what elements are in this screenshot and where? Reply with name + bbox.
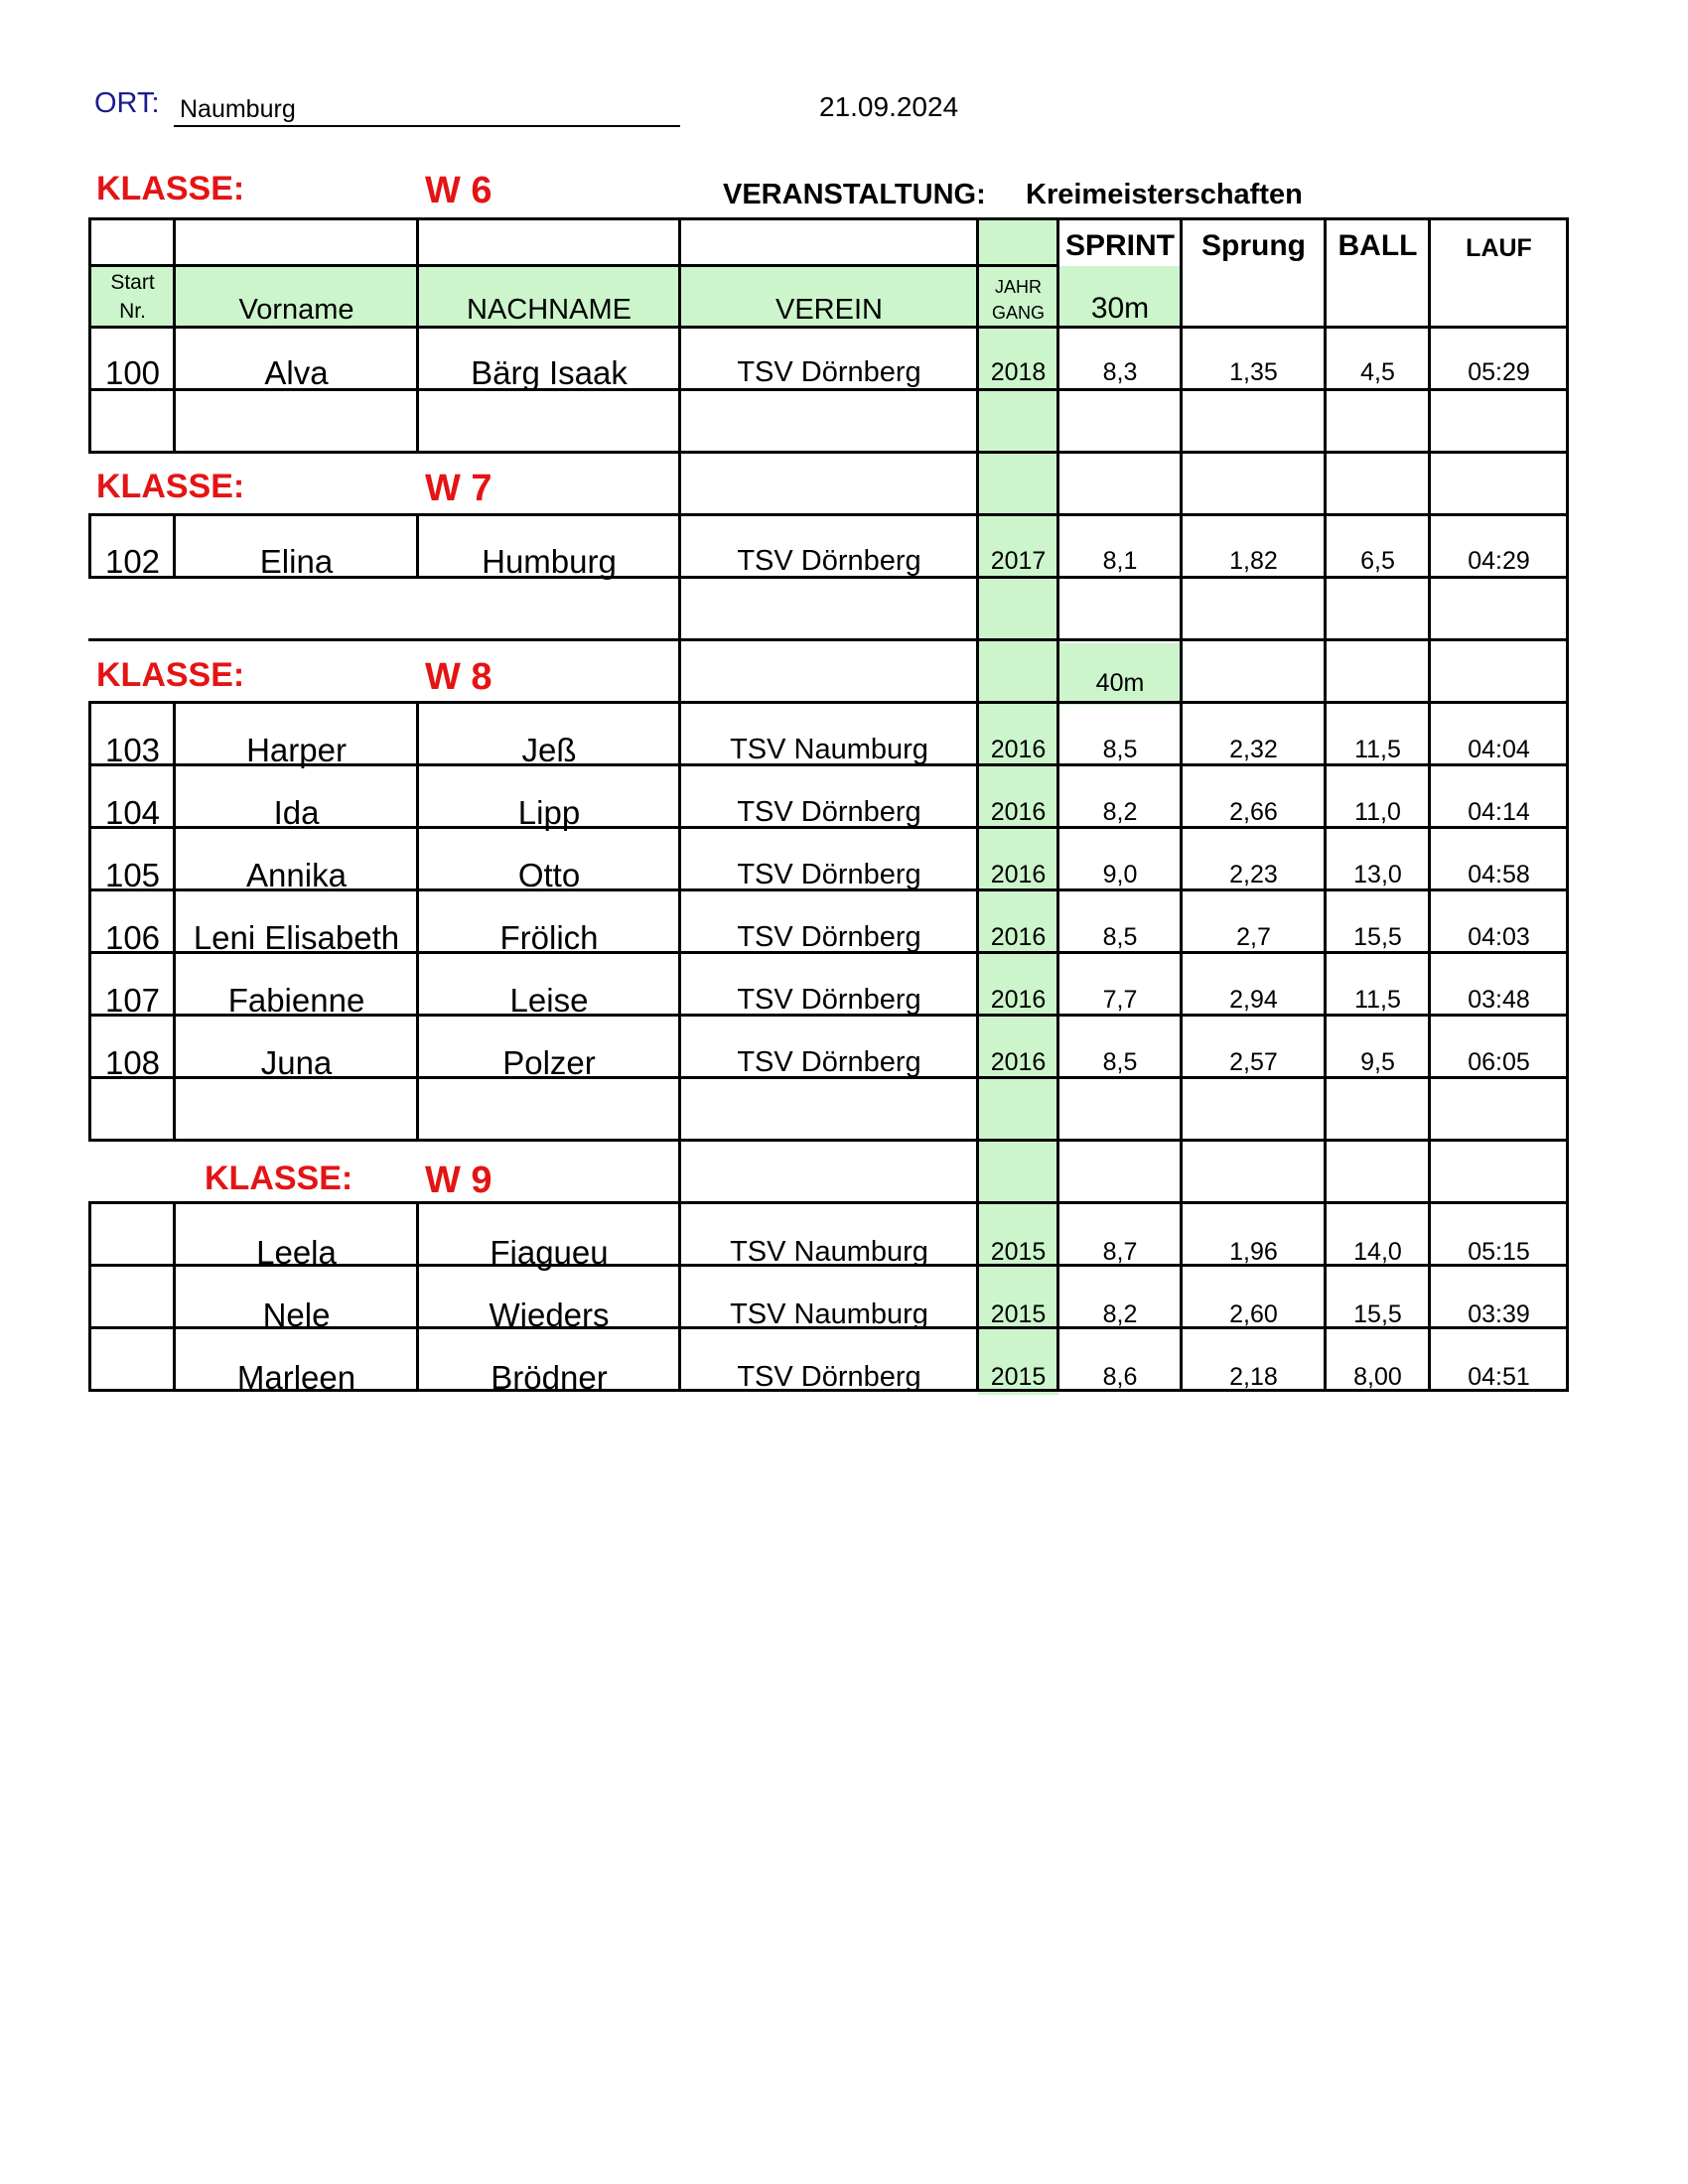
cell-sprint: 8,5 bbox=[1102, 736, 1138, 763]
cell-verein: TSV Dörnberg bbox=[737, 921, 921, 953]
cell-sprint: 8,5 bbox=[1102, 1048, 1138, 1076]
cell-sprint: 8,6 bbox=[1102, 1363, 1138, 1391]
col-verein-label: VEREIN bbox=[775, 293, 883, 326]
col-vorname-label: Vorname bbox=[238, 293, 354, 326]
cell-vorname: Ida bbox=[273, 793, 320, 831]
grid-vline bbox=[88, 1201, 91, 1392]
klasse-value-w7: W 7 bbox=[425, 468, 492, 509]
klasse-label-w9: KLASSE: bbox=[205, 1160, 353, 1197]
cell-sprung: 1,96 bbox=[1229, 1238, 1278, 1266]
cell-nachname: Brödner bbox=[491, 1358, 608, 1396]
cell-vorname: Juna bbox=[260, 1043, 333, 1081]
cell-ball: 9,5 bbox=[1360, 1048, 1395, 1076]
klasse-label-w7: KLASSE: bbox=[96, 468, 245, 505]
cell-nr: 103 bbox=[104, 731, 161, 768]
grid-hline bbox=[88, 701, 1569, 704]
cell-vorname: Alva bbox=[264, 353, 329, 391]
cell-ball: 15,5 bbox=[1353, 1300, 1402, 1328]
grid-vline bbox=[88, 217, 91, 454]
cell-ball: 14,0 bbox=[1353, 1238, 1402, 1266]
cell-vorname: Harper bbox=[246, 731, 347, 768]
veranstaltung-label: VERANSTALTUNG: bbox=[723, 179, 986, 210]
cell-sprung: 1,35 bbox=[1229, 358, 1278, 386]
cell-vorname: Nele bbox=[262, 1296, 331, 1333]
cell-sprung: 2,32 bbox=[1229, 736, 1278, 763]
cell-sprint: 8,2 bbox=[1102, 798, 1138, 826]
cell-nachname: Lipp bbox=[517, 793, 581, 831]
cell-nr: 107 bbox=[104, 981, 161, 1019]
cell-jahrgang: 2018 bbox=[990, 358, 1047, 386]
cell-verein: TSV Naumburg bbox=[730, 1298, 928, 1330]
cell-jahrgang: 2015 bbox=[990, 1363, 1047, 1391]
ort-value: Naumburg bbox=[180, 95, 296, 123]
cell-nr: 105 bbox=[104, 856, 161, 893]
cell-jahrgang: 2016 bbox=[990, 923, 1047, 951]
cell-vorname: Fabienne bbox=[227, 981, 365, 1019]
ort-underline bbox=[174, 125, 680, 127]
klasse-value-w6: W 6 bbox=[425, 170, 492, 211]
cell-lauf: 03:48 bbox=[1468, 986, 1530, 1014]
cell-sprung: 1,82 bbox=[1229, 547, 1278, 575]
cell-sprung: 2,94 bbox=[1229, 986, 1278, 1014]
cell-jahrgang: 2016 bbox=[990, 986, 1047, 1014]
cell-nachname: Jeß bbox=[521, 731, 577, 768]
cell-lauf: 04:29 bbox=[1468, 547, 1530, 575]
cell-lauf: 03:39 bbox=[1468, 1300, 1530, 1328]
col-sprint-label: SPRINT bbox=[1064, 229, 1175, 262]
cell-vorname: Annika bbox=[246, 856, 347, 893]
cell-lauf: 04:04 bbox=[1468, 736, 1530, 763]
cell-sprint: 8,7 bbox=[1102, 1238, 1138, 1266]
grid-hline bbox=[88, 638, 1569, 641]
cell-jahrgang: 2015 bbox=[990, 1238, 1047, 1266]
cell-jahrgang: 2016 bbox=[990, 1048, 1047, 1076]
cell-jahrgang: 2016 bbox=[990, 798, 1047, 826]
cell-lauf: 05:15 bbox=[1468, 1238, 1530, 1266]
klasse-label-w8: KLASSE: bbox=[96, 656, 245, 694]
cell-lauf: 04:14 bbox=[1468, 798, 1530, 826]
cell-vorname: Leela bbox=[256, 1233, 337, 1271]
cell-verein: TSV Dörnberg bbox=[737, 859, 921, 890]
cell-verein: TSV Dörnberg bbox=[737, 1361, 921, 1393]
grid-hline bbox=[88, 1201, 1569, 1204]
cell-nr: 104 bbox=[104, 793, 161, 831]
sprint-distance-w8: 40m bbox=[1095, 668, 1145, 697]
col-start-label: Start bbox=[110, 271, 155, 294]
cell-nachname: Humburg bbox=[482, 542, 617, 580]
cell-ball: 8,00 bbox=[1353, 1363, 1402, 1391]
klasse-label-w6: KLASSE: bbox=[96, 170, 245, 207]
cell-sprung: 2,18 bbox=[1229, 1363, 1278, 1391]
cell-ball: 11,5 bbox=[1354, 986, 1401, 1014]
cell-lauf: 05:29 bbox=[1468, 358, 1530, 386]
cell-verein: TSV Dörnberg bbox=[737, 984, 921, 1016]
cell-jahrgang: 2016 bbox=[990, 861, 1047, 888]
grid-hline bbox=[88, 451, 1569, 454]
cell-vorname: Marleen bbox=[236, 1358, 356, 1396]
klasse-value-w8: W 8 bbox=[425, 656, 492, 698]
cell-verein: TSV Dörnberg bbox=[737, 1046, 921, 1078]
ort-label: ORT: bbox=[94, 87, 160, 119]
cell-jahrgang: 2016 bbox=[990, 736, 1047, 763]
cell-nr: 100 bbox=[104, 353, 161, 391]
cell-nr: 106 bbox=[104, 918, 161, 956]
grid-hline bbox=[88, 217, 1569, 220]
cell-sprung: 2,66 bbox=[1229, 798, 1278, 826]
cell-vorname: Leni Elisabeth bbox=[193, 918, 400, 956]
cell-sprint: 8,5 bbox=[1102, 923, 1138, 951]
cell-nr: 102 bbox=[104, 542, 161, 580]
col-sprint-distance: 30m bbox=[1090, 292, 1150, 325]
grid-hline bbox=[88, 1139, 1569, 1142]
col-jahr-label: JAHR bbox=[994, 276, 1042, 297]
cell-verein: TSV Dörnberg bbox=[737, 356, 921, 388]
cell-verein: TSV Naumburg bbox=[730, 1236, 928, 1268]
cell-nr: 108 bbox=[104, 1043, 161, 1081]
col-sprung-label: Sprung bbox=[1201, 229, 1306, 262]
cell-nachname: Leise bbox=[509, 981, 589, 1019]
col-nr-label: Nr. bbox=[119, 300, 146, 323]
cell-lauf: 06:05 bbox=[1468, 1048, 1530, 1076]
cell-nachname: Otto bbox=[517, 856, 581, 893]
cell-nachname: Bärg Isaak bbox=[471, 353, 628, 391]
cell-sprint: 9,0 bbox=[1102, 861, 1138, 888]
cell-verein: TSV Dörnberg bbox=[737, 545, 921, 577]
cell-jahrgang: 2015 bbox=[990, 1300, 1047, 1328]
cell-lauf: 04:51 bbox=[1468, 1363, 1530, 1391]
cell-vorname: Elina bbox=[259, 542, 334, 580]
cell-sprung: 2,57 bbox=[1229, 1048, 1278, 1076]
cell-sprung: 2,60 bbox=[1229, 1300, 1278, 1328]
veranstaltung-value: Kreimeisterschaften bbox=[1026, 179, 1303, 210]
cell-ball: 11,5 bbox=[1354, 736, 1401, 763]
cell-sprint: 8,2 bbox=[1102, 1300, 1138, 1328]
cell-verein: TSV Naumburg bbox=[730, 734, 928, 765]
col-lauf-label: LAUF bbox=[1466, 233, 1532, 262]
grid-vline bbox=[173, 217, 176, 454]
cell-lauf: 04:03 bbox=[1468, 923, 1530, 951]
cell-ball: 15,5 bbox=[1353, 923, 1402, 951]
col-gang-label: GANG bbox=[991, 302, 1045, 323]
event-date: 21.09.2024 bbox=[819, 91, 959, 122]
cell-nachname: Fiagueu bbox=[490, 1233, 609, 1271]
cell-nachname: Wieders bbox=[489, 1296, 610, 1333]
cell-sprint: 8,3 bbox=[1102, 358, 1138, 386]
grid-vline bbox=[416, 217, 419, 454]
cell-nachname: Frölich bbox=[499, 918, 599, 956]
cell-sprint: 7,7 bbox=[1102, 986, 1138, 1014]
cell-ball: 13,0 bbox=[1353, 861, 1402, 888]
grid-hline bbox=[88, 264, 1059, 267]
col-nachname-label: NACHNAME bbox=[467, 293, 632, 326]
cell-lauf: 04:58 bbox=[1468, 861, 1530, 888]
cell-sprung: 2,7 bbox=[1236, 923, 1271, 951]
cell-sprint: 8,1 bbox=[1102, 547, 1138, 575]
grid-hline bbox=[88, 513, 1569, 516]
cell-verein: TSV Dörnberg bbox=[737, 796, 921, 828]
cell-sprung: 2,23 bbox=[1229, 861, 1278, 888]
cell-ball: 4,5 bbox=[1360, 358, 1395, 386]
cell-ball: 11,0 bbox=[1354, 798, 1401, 826]
col-ball-label: BALL bbox=[1337, 229, 1418, 262]
cell-nachname: Polzer bbox=[502, 1043, 596, 1081]
cell-jahrgang: 2017 bbox=[990, 547, 1047, 575]
cell-ball: 6,5 bbox=[1360, 547, 1395, 575]
klasse-value-w9: W 9 bbox=[425, 1160, 492, 1201]
